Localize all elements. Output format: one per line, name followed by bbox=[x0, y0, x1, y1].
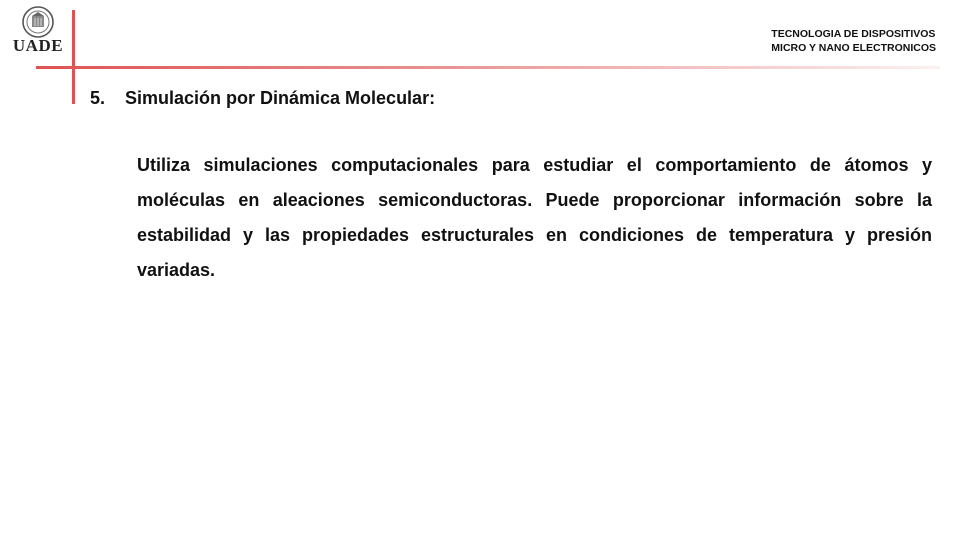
logo-text: UADE bbox=[12, 36, 64, 55]
section-number: 5. bbox=[90, 88, 106, 108]
course-title bbox=[771, 27, 936, 55]
body-paragraph: Utiliza simulaciones computacionales para estudiar el comportamiento de átomos y moléculas en aleaciones semiconductoras. Puede proporcionar información sobre la estabilidad y las propiedades estructurales en condiciones de temperatura y presión variadas. bbox=[137, 155, 932, 280]
section-heading bbox=[90, 88, 435, 109]
course-title-line-1: TECNOLOGIA DE DISPOSITIVOS bbox=[771, 28, 936, 40]
section-title: Simulación por Dinámica Molecular: bbox=[125, 88, 436, 108]
course-title-line-2: MICRO Y NANO ELECTRONICOS bbox=[771, 42, 936, 54]
horizontal-accent-line bbox=[36, 66, 940, 69]
vertical-accent-line bbox=[72, 10, 75, 104]
